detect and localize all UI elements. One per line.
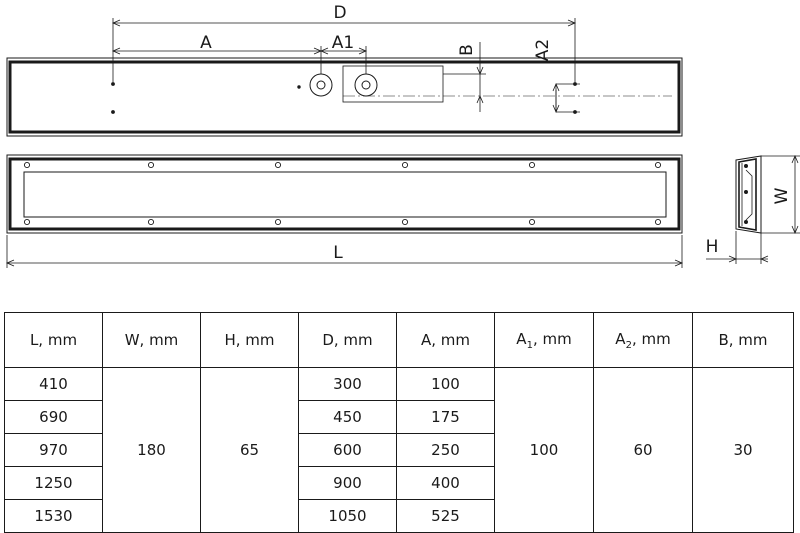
cell-d: 450 (299, 401, 397, 434)
side-view (736, 156, 761, 233)
cell-l: 690 (5, 401, 103, 434)
header-a1-unit: , mm (532, 329, 572, 348)
label-a2: A2 (533, 38, 553, 62)
header-a2-sub: 2 (625, 339, 632, 351)
cell-a1: 100 (495, 368, 594, 533)
table-header-row (5, 313, 794, 368)
cell-d: 1050 (299, 500, 397, 533)
cell-h: 65 (201, 368, 299, 533)
cell-a: 525 (397, 500, 495, 533)
label-h: H (705, 237, 719, 257)
cell-l: 970 (5, 434, 103, 467)
cell-a: 100 (397, 368, 495, 401)
top-view (7, 58, 682, 136)
cell-l: 1530 (5, 500, 103, 533)
cell-l: 1250 (5, 467, 103, 500)
cell-d: 900 (299, 467, 397, 500)
header-a2 (594, 313, 693, 368)
header-a2-main: A (615, 329, 626, 348)
header-a: A, mm (397, 313, 495, 368)
dimension-a (113, 46, 366, 74)
label-l: L (333, 243, 343, 263)
cell-w: 180 (103, 368, 201, 533)
spec-table (4, 312, 794, 533)
cell-d: 300 (299, 368, 397, 401)
header-l: L, mm (5, 313, 103, 368)
cell-l: 410 (5, 368, 103, 401)
header-a1-main: A (516, 329, 527, 348)
header-a2-unit: , mm (631, 329, 671, 348)
cell-d: 600 (299, 434, 397, 467)
cell-b: 30 (693, 368, 794, 533)
header-a1 (495, 313, 594, 368)
label-w: W (772, 187, 792, 205)
cell-a: 400 (397, 467, 495, 500)
header-b: B, mm (693, 313, 794, 368)
label-a1: A1 (331, 33, 355, 53)
table-row (5, 368, 794, 401)
header-a1-sub: 1 (526, 339, 533, 351)
dimension-a2 (553, 84, 580, 112)
label-a: A (200, 33, 212, 53)
header-d: D, mm (299, 313, 397, 368)
cell-a2: 60 (594, 368, 693, 533)
cell-a: 175 (397, 401, 495, 434)
cell-a: 250 (397, 434, 495, 467)
dimension-l (7, 235, 682, 268)
front-view (7, 155, 682, 233)
header-h: H, mm (201, 313, 299, 368)
label-b: B (457, 44, 477, 56)
label-d: D (333, 3, 347, 23)
header-w: W, mm (103, 313, 201, 368)
